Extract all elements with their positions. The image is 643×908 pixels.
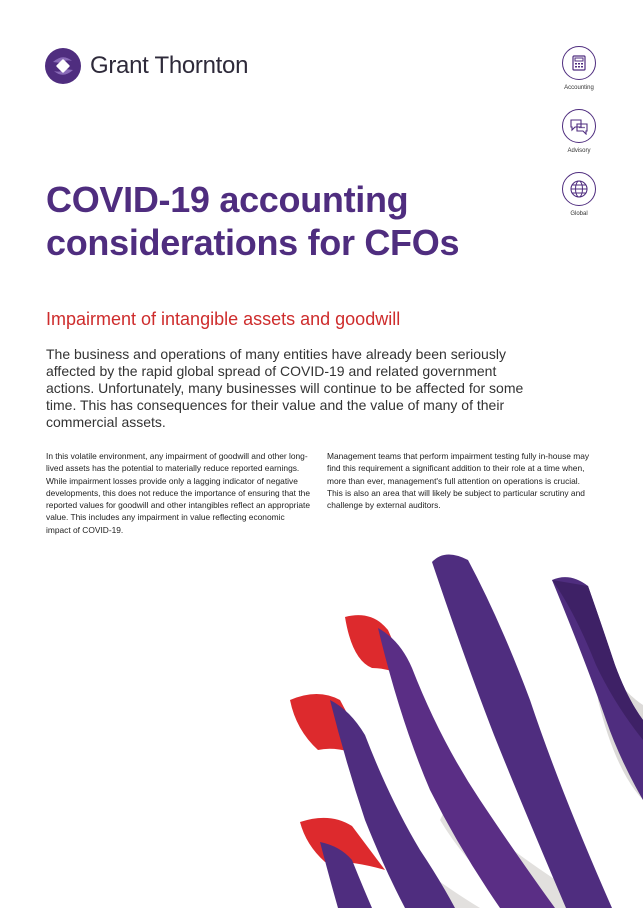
ribbon-purple-right: [552, 577, 643, 800]
title-line-1: COVID-19 accounting: [46, 179, 409, 220]
intro-paragraph: The business and operations of many entities have already been seriously affected by the rapid global spread of COVID-19 and related government actions. Unfortunately, many businesses will continue to be affected for some time. This has consequences for their value and the value of many of their commercial assets.: [46, 346, 524, 430]
ribbon-purple-4: [320, 842, 372, 908]
ribbon-purple-2: [378, 628, 555, 908]
ribbon-red-mid: [290, 694, 372, 760]
icon-label: Advisory: [567, 148, 591, 154]
chat-bubbles-icon: [562, 109, 596, 143]
icon-label: Accounting: [564, 85, 594, 91]
ribbon-grey-right: [595, 650, 643, 800]
title-line-2: considerations for CFOs: [46, 222, 460, 263]
page-title: [46, 178, 546, 264]
ribbon-red-low: [300, 818, 385, 870]
ribbon-grey-lower: [400, 860, 480, 908]
body-column-left: In this volatile environment, any impairment of goodwill and other long-lived assets has the potential to materially reduce reported earnings. While impairment losses provide only a lagging indicator of negative developments, this does not reduce the importance of ensuring that the reported values for goodwill and other intangibles reflect an appropriate value. This includes any impairment in value reflecting economic impact of COVID-19.: [46, 451, 310, 535]
icon-item-advisory: [556, 109, 602, 154]
ribbon-purple-1: [432, 554, 612, 908]
icon-item-accounting: [556, 46, 602, 91]
service-icons: [556, 46, 602, 235]
ribbon-grey-mid: [440, 800, 600, 908]
calculator-icon: [562, 46, 596, 80]
ribbon-purple-3: [330, 700, 455, 908]
icon-label: Global: [570, 211, 588, 217]
section-subtitle: Impairment of intangible assets and goodwill: [46, 309, 401, 329]
brand-logo: [44, 47, 248, 85]
icon-item-global: [556, 172, 602, 217]
body-column-right: Management teams that perform impairment testing fully in-house may find this requirement a significant addition to their role at a time when, more than ever, management's full attention on operations is crucial. This is also an area that will likely be subject to particular scrutiny and challenge by external auditors.: [327, 451, 590, 511]
ribbon-red-top: [345, 615, 410, 680]
ribbon-purple-mid-right: [552, 580, 643, 740]
brand-name: Grant Thornton: [90, 52, 249, 79]
globe-icon: [562, 172, 596, 206]
grant-thornton-logo-icon: [44, 47, 82, 85]
